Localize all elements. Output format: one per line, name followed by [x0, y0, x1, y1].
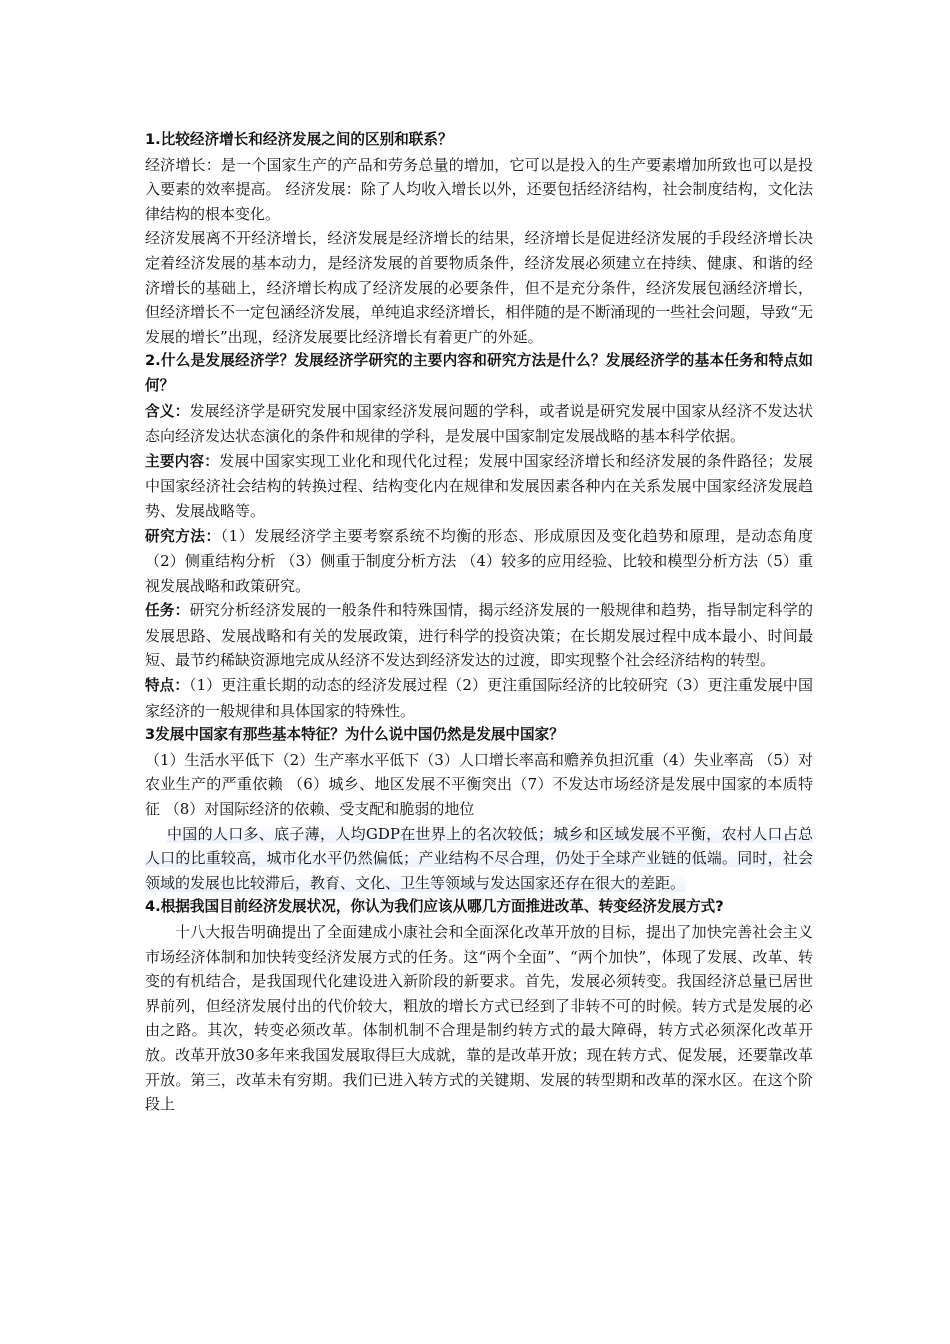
- q1-paragraph-2: 经济发展离不开经济增长，经济发展是经济增长的结果，经济增长是促进经济发展的手段经济增长决定着经济发展的基本动力，是经济发展的首要物质条件，经济发展必须建立在持续、健康、和谐的经济增长的基础上，经济增长构成了经济发展的必要条件，但不是充分条件，经济发展包涵经济增长，但经济增长不一定包涵经济发展，单纯追求经济增长，相伴随的是不断涌现的一些社会问题，导致“无发展的增长”出现，经济发展要比经济增长有着更广的外延。: [145, 229, 813, 346]
- question-4-title: 4.根据我国目前经济发展状况，你认为我们应该从哪几方面推进改革、转变经济发展方式?: [145, 898, 724, 916]
- q2-feature: [145, 673, 813, 723]
- q2-method: [145, 524, 813, 599]
- question-3-title: 3发展中国家有那些基本特征？为什么说中国仍然是发展中国家？: [145, 726, 564, 744]
- meaning-label: 含义：: [145, 402, 190, 420]
- question-2-title: 2.什么是发展经济学？发展经济学研究的主要内容和研究方法是什么？发展经济学的基本任务和特点如何？: [145, 352, 813, 394]
- question-1-title: 1.比较经济增长和经济发展之间的区别和联系？: [145, 131, 453, 148]
- content-label: 主要内容：: [145, 452, 220, 470]
- feature-text: （1）更注重长期的动态的经济发展过程（2）更注重国际经济的比较研究（3）更注重发展中国家经济的一般规律和具体国家的特殊性。: [145, 676, 813, 720]
- q2-content: [145, 449, 813, 524]
- method-label: 研究方法：: [145, 527, 221, 545]
- task-label: 任务：: [145, 602, 190, 620]
- task-text: 研究分析经济发展的一般条件和特殊国情，揭示经济发展的一般规律和趋势，指导制定科学的发展思路、发展战略和有关的发展政策，进行科学的投资决策；在长期发展过程中成本最小、时间最短、最节约稀缺资源地完成从经济不发达到经济发达的过渡，即实现整个社会经济结构的转型。: [145, 601, 813, 670]
- q2-meaning: [145, 399, 813, 449]
- q1-paragraph-1: 经济增长：是一个国家生产的产品和劳务总量的增加，它可以是投入的生产要素增加所致也可以是投入要素的效率提高。 经济发展：除了人均收入增长以外，还要包括经济结构，社会制度结构，文化法律结构的根本变化。: [145, 155, 813, 223]
- method-text: （1）发展经济学主要考察系统不均衡的形态、形成原因及变化趋势和原理，是动态角度（2）侧重结构分析 （3）侧重于制度分析方法 （4）较多的应用经验、比较和模型分析方法（5）重视发展战略和政策研究。: [145, 526, 813, 595]
- document-page: [145, 128, 813, 1117]
- q3-paragraph-2: [145, 822, 813, 896]
- content-text: 发展中国家实现工业化和现代化过程；发展中国家经济增长和经济发展的条件路径；发展中国家经济社会结构的转换过程、结构变化内在规律和发展因素各种内在关系发展中国家经济发展趋势、发展战略等。: [145, 451, 813, 520]
- q3-paragraph-2-text: 中国的人口多、底子薄，人均GDP在世界上的名次较低；城乡和区域发展不平衡，农村人口占总人口的比重较高，城市化水平仍然偏低；产业结构不尽合理，仍处于全球产业链的低端。同时，社会领域的发展也比较滞后，教育、文化、卫生等领域与发达国家还存在很大的差距。: [145, 824, 813, 892]
- q3-paragraph-1: （1）生活水平低下（2）生产率水平低下（3）人口增长率高和赡养负担沉重（4）失业率高 （5）对农业生产的严重依赖 （6）城乡、地区发展不平衡突出（7）不发达市场经济是发展中国家的本质特征 （8）对国际经济的依赖、受支配和脆弱的地位: [145, 750, 813, 819]
- meaning-text: 发展经济学是研究发展中国家经济发展问题的学科，或者说是研究发展中国家从经济不发达状态向经济发达状态演化的条件和规律的学科，是发展中国家制定发展战略的基本科学依据。: [145, 401, 813, 446]
- feature-label: 特点：: [145, 677, 189, 695]
- q4-paragraph-1: 十八大报告明确提出了全面建成小康社会和全面深化改革开放的目标，提出了加快完善社会主义市场经济体制和加快转变经济发展方式的任务。这“两个全面”、“两个加快”，体现了发展、改革、转变的有机结合，是我国现代化建设进入新阶段的新要求。首先，发展必须转变。我国经济总量已居世界前列，但经济发展付出的代价较大，粗放的增长方式已经到了非转不可的时候。转方式是发展的必由之路。其次，转变必须改革。体制机制不合理是制约转方式的最大障碍，转方式必须深化改革开放。改革开放30多年来我国发展取得巨大成就，靠的是改革开放；现在转方式、促发展，还要靠改革开放。第三，改革未有穷期。我们已进入转方式的关键期、发展的转型期和改革的深水区。在这个阶段上: [145, 923, 813, 1114]
- q2-task: [145, 598, 813, 673]
